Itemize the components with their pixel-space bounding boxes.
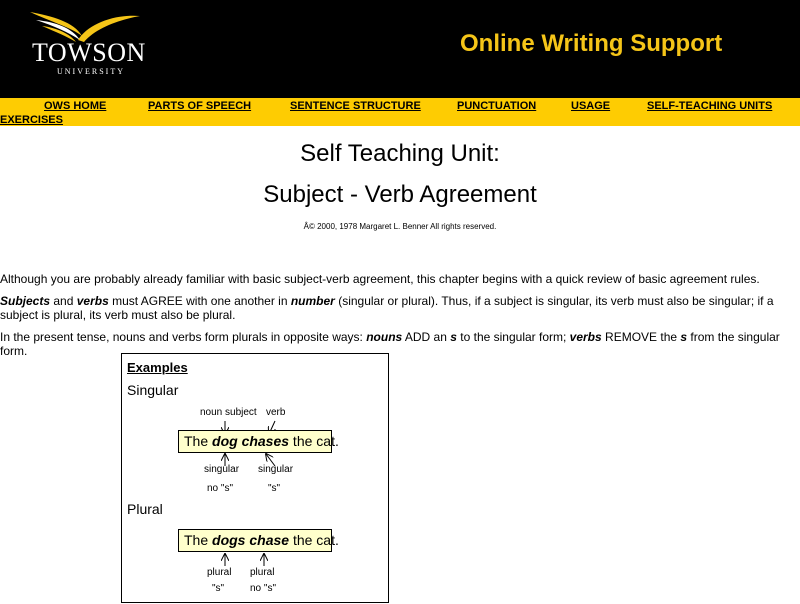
plural-rule-paragraph: [0, 330, 800, 358]
site-header: [0, 0, 800, 98]
singular-sentence: [178, 430, 339, 453]
page-title-line2: Subject - Verb Agreement: [263, 181, 537, 208]
page-title-line1: Self Teaching Unit:: [300, 140, 500, 167]
agreement-rule-paragraph: [0, 294, 800, 322]
singular-noun-note: no "s": [207, 483, 234, 494]
plural-sentence: [178, 529, 339, 552]
copyright-notice: Â© 2000, 1978 Margaret L. Benner All rights reserved.: [303, 222, 497, 231]
nav-self-teaching-units[interactable]: SELF-TEACHING UNITS: [647, 100, 773, 112]
singular-the: The: [184, 433, 213, 449]
plural-label: Plural: [127, 501, 163, 517]
singular-verb-tag: singular: [258, 464, 294, 475]
nav-sentence-structure[interactable]: SENTENCE STRUCTURE: [290, 100, 421, 112]
logo-wordmark[interactable]: TOWSON: [32, 38, 146, 67]
nav-usage[interactable]: USAGE: [571, 100, 611, 112]
plural-noun-note: "s": [212, 583, 225, 594]
plural-verb-note: no "s": [250, 583, 277, 594]
main-nav: [0, 98, 800, 126]
plural-noun: dogs: [212, 532, 246, 548]
term-number: number: [290, 294, 335, 308]
term-verbs: verbs: [76, 294, 109, 308]
text-e: from the singular form.: [0, 330, 780, 358]
singular-label: Singular: [127, 382, 179, 398]
term-subjects: Subjects: [0, 294, 51, 308]
plural-noun-tag: plural: [207, 567, 232, 578]
site-title: Online Writing Support: [460, 30, 723, 57]
verb-label: verb: [266, 407, 286, 418]
term-nouns: nouns: [366, 330, 403, 344]
singular-noun: dog: [212, 433, 238, 449]
singular-rest: the cat.: [289, 433, 339, 449]
term-s2: s: [680, 330, 688, 344]
nav-ows-home[interactable]: OWS HOME: [44, 100, 107, 112]
text-mid: must AGREE with one another in: [108, 294, 291, 308]
singular-noun-tag: singular: [204, 464, 240, 475]
text-b: ADD an: [402, 330, 451, 344]
singular-verb: chases: [241, 433, 290, 449]
nav-punctuation[interactable]: PUNCTUATION: [457, 100, 537, 112]
term-s1: s: [450, 330, 457, 344]
noun-subject-label: noun subject: [200, 407, 257, 418]
text-a: In the present tense, nouns and verbs form plurals in opposite ways:: [0, 330, 367, 344]
text-and: and: [50, 294, 77, 308]
singular-verb-note: "s": [268, 483, 281, 494]
intro-paragraph: Although you are probably already familiar with basic subject-verb agreement, this chapter begins with a quick review of basic agreement rules.: [0, 272, 760, 286]
text-d: REMOVE the: [601, 330, 681, 344]
nav-parts-of-speech[interactable]: PARTS OF SPEECH: [148, 100, 252, 112]
text-rest: (singular or plural). Thus, if a subject is singular, its verb must also be singular; if a subject is plural, its verb must also be plural.: [0, 294, 774, 322]
examples-box: [121, 353, 389, 603]
plural-rest: the cat.: [289, 532, 339, 548]
logo-subtitle: UNIVERSITY: [57, 67, 125, 76]
term-verbs-2: verbs: [569, 330, 602, 344]
examples-title: Examples: [127, 360, 188, 375]
text-c: to the singular form;: [456, 330, 570, 344]
nav-exercises[interactable]: EXERCISES: [0, 114, 63, 126]
plural-the: The: [184, 532, 213, 548]
plural-verb-tag: plural: [250, 567, 275, 578]
plural-verb: chase: [249, 532, 290, 548]
